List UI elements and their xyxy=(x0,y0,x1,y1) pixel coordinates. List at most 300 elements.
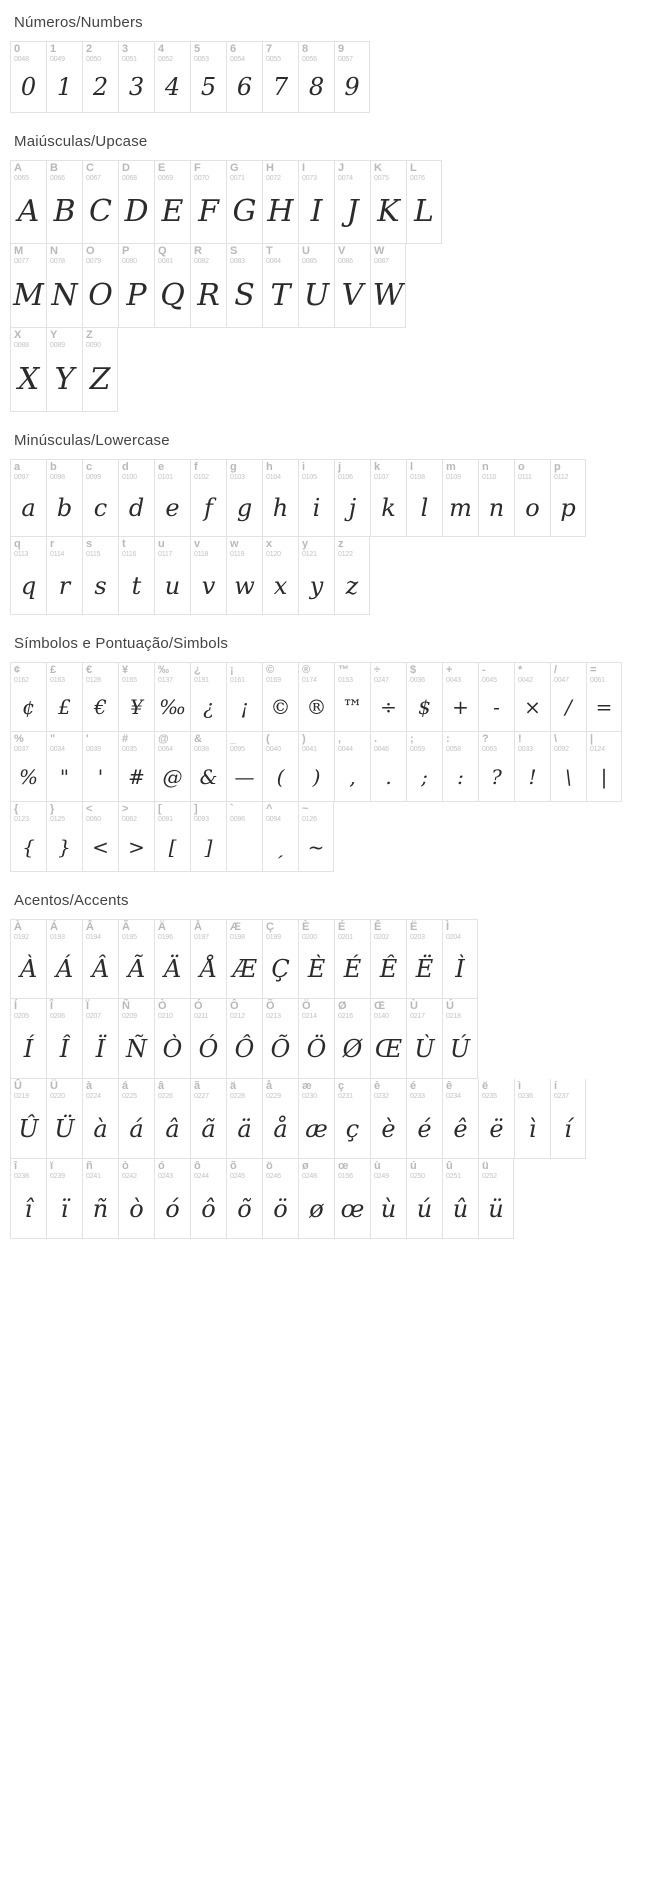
glyph-meta xyxy=(155,161,190,187)
glyph-preview: 4 xyxy=(164,73,181,101)
glyph-cell[interactable] xyxy=(82,662,118,732)
glyph-char-label: ; xyxy=(410,733,414,745)
glyph-char-label: Y xyxy=(50,329,58,341)
glyph-preview: í xyxy=(564,1114,572,1143)
glyph-code-label: 0058 xyxy=(446,746,461,753)
glyph-row xyxy=(0,1159,661,1239)
glyph-cell[interactable] xyxy=(334,999,370,1079)
glyph-preview: s xyxy=(94,571,107,600)
glyph-preview: Õ xyxy=(270,1034,291,1063)
glyph-row-cells xyxy=(0,328,661,412)
glyph-code-label: 0060 xyxy=(86,816,101,823)
glyph-cell[interactable] xyxy=(226,41,262,113)
glyph-char-label: ã xyxy=(194,1080,201,1092)
glyph-cell[interactable] xyxy=(10,919,46,999)
glyph-meta xyxy=(83,732,118,758)
glyph-cell[interactable] xyxy=(10,732,46,802)
glyph-cell[interactable] xyxy=(334,537,370,615)
glyph-cell[interactable] xyxy=(118,999,154,1079)
glyph-code-label: 0128 xyxy=(86,677,101,684)
glyph-meta xyxy=(11,663,46,689)
glyph-cell[interactable] xyxy=(154,1159,190,1239)
glyph-code-label: 0054 xyxy=(230,56,245,63)
glyph-cell[interactable] xyxy=(478,459,514,537)
glyph-preview: ó xyxy=(165,1194,180,1223)
glyph-cell[interactable] xyxy=(82,328,118,412)
glyph-preview: H xyxy=(267,194,294,229)
glyph-cell[interactable] xyxy=(10,1079,46,1159)
glyph-cell[interactable] xyxy=(118,662,154,732)
glyph-preview: k xyxy=(381,494,396,522)
glyph-meta xyxy=(587,663,621,689)
glyph-code-label: 0239 xyxy=(50,1173,65,1180)
glyph-preview: < xyxy=(92,834,109,859)
glyph-char-label: H xyxy=(266,162,274,174)
glyph-cell[interactable] xyxy=(226,1079,262,1159)
glyph-cell[interactable] xyxy=(442,999,478,1079)
glyph-section xyxy=(0,878,661,1239)
glyph-cell[interactable] xyxy=(262,537,298,615)
glyph-code-label: 0123 xyxy=(14,816,29,823)
glyph-code-label: 0243 xyxy=(158,1173,173,1180)
glyph-cell[interactable] xyxy=(154,537,190,615)
glyph-cell[interactable] xyxy=(190,459,226,537)
glyph-cell[interactable] xyxy=(46,999,82,1079)
glyph-cell[interactable] xyxy=(190,1159,226,1239)
glyph-cell[interactable] xyxy=(478,1079,514,1159)
glyph-meta xyxy=(335,161,370,187)
section-title: Acentos/Accents xyxy=(14,892,129,909)
glyph-cell[interactable] xyxy=(478,662,514,732)
glyph-preview: e xyxy=(165,494,180,522)
glyph-meta xyxy=(335,999,370,1025)
glyph-cell[interactable] xyxy=(10,662,46,732)
glyph-cell[interactable] xyxy=(118,1159,154,1239)
glyph-cell[interactable] xyxy=(298,459,334,537)
glyph-cell[interactable] xyxy=(370,459,406,537)
glyph-cell[interactable] xyxy=(154,662,190,732)
glyph-char-label: À xyxy=(14,921,22,933)
glyph-section xyxy=(0,119,661,412)
glyph-code-label: 0216 xyxy=(338,1013,353,1020)
glyph-cell[interactable] xyxy=(190,662,226,732)
glyph-preview: ¥ xyxy=(130,695,143,719)
glyph-cell[interactable] xyxy=(10,999,46,1079)
glyph-cell[interactable] xyxy=(298,802,334,872)
glyph-cell[interactable] xyxy=(46,919,82,999)
glyph-cell[interactable] xyxy=(190,802,226,872)
glyph-cell[interactable] xyxy=(10,537,46,615)
glyph-cell[interactable] xyxy=(82,919,118,999)
glyph-cell[interactable] xyxy=(190,1079,226,1159)
glyph-cell[interactable] xyxy=(118,732,154,802)
glyph-code-label: 0100 xyxy=(122,474,137,481)
glyph-meta xyxy=(371,999,406,1025)
glyph-char-label: i xyxy=(302,461,306,473)
glyph-cell[interactable] xyxy=(478,1159,514,1239)
glyph-meta xyxy=(11,920,46,946)
glyph-cell[interactable] xyxy=(262,160,298,244)
glyph-code-label: 0069 xyxy=(158,175,173,182)
glyph-cell[interactable] xyxy=(10,802,46,872)
glyph-cell[interactable] xyxy=(82,999,118,1079)
glyph-code-label: 0194 xyxy=(86,934,101,941)
glyph-code-label: 0057 xyxy=(338,56,353,63)
glyph-cell[interactable] xyxy=(334,244,370,328)
glyph-code-label: 0165 xyxy=(122,677,137,684)
glyph-preview: @ xyxy=(162,764,183,789)
glyph-code-label: 0218 xyxy=(446,1013,461,1020)
glyph-cell[interactable] xyxy=(190,732,226,802)
glyph-cell[interactable] xyxy=(262,41,298,113)
glyph-meta xyxy=(407,732,442,758)
glyph-code-label: 0162 xyxy=(14,677,29,684)
glyph-cell[interactable] xyxy=(82,1079,118,1159)
glyph-meta xyxy=(407,1079,442,1105)
glyph-cell[interactable] xyxy=(262,919,298,999)
glyph-cell[interactable] xyxy=(298,732,334,802)
glyph-meta xyxy=(227,999,262,1025)
glyph-cell[interactable] xyxy=(334,459,370,537)
glyph-char-label: { xyxy=(14,803,19,815)
glyph-cell[interactable] xyxy=(10,160,46,244)
glyph-cell[interactable] xyxy=(406,1159,442,1239)
glyph-cell[interactable] xyxy=(154,732,190,802)
glyph-cell[interactable] xyxy=(46,328,82,412)
glyph-code-label: 0050 xyxy=(86,56,101,63)
glyph-cell[interactable] xyxy=(82,160,118,244)
glyph-cell[interactable] xyxy=(118,1079,154,1159)
glyph-meta xyxy=(47,999,82,1025)
glyph-char-label: ä xyxy=(230,1080,237,1092)
glyph-preview: ö xyxy=(273,1194,288,1223)
glyph-cell[interactable] xyxy=(10,1159,46,1239)
glyph-cell[interactable] xyxy=(226,459,262,537)
glyph-cell[interactable] xyxy=(406,160,442,244)
glyph-cell[interactable] xyxy=(298,41,334,113)
glyph-preview: 8 xyxy=(308,73,325,101)
glyph-cell[interactable] xyxy=(370,999,406,1079)
glyph-meta xyxy=(263,920,298,946)
glyph-char-label: w xyxy=(230,538,239,550)
glyph-cell[interactable] xyxy=(190,160,226,244)
glyph-meta xyxy=(83,537,118,563)
glyph-char-label: € xyxy=(86,664,93,676)
glyph-cell[interactable] xyxy=(82,244,118,328)
glyph-cell[interactable] xyxy=(262,802,298,872)
glyph-cell[interactable] xyxy=(334,1079,370,1159)
glyph-preview: õ xyxy=(237,1194,252,1223)
glyph-preview: L xyxy=(414,194,434,229)
glyph-cell[interactable] xyxy=(550,732,586,802)
glyph-code-label: 0212 xyxy=(230,1013,245,1020)
glyph-char-label: Ì xyxy=(446,921,450,933)
glyph-preview: Ò xyxy=(162,1034,183,1063)
glyph-cell[interactable] xyxy=(442,1159,478,1239)
glyph-cell[interactable] xyxy=(46,1079,82,1159)
glyph-cell[interactable] xyxy=(406,1079,442,1159)
glyph-cell[interactable] xyxy=(370,244,406,328)
glyph-cell[interactable] xyxy=(442,732,478,802)
glyph-cell[interactable] xyxy=(514,732,550,802)
glyph-cell[interactable] xyxy=(46,662,82,732)
glyph-meta xyxy=(227,802,262,828)
glyph-cell[interactable] xyxy=(82,1159,118,1239)
glyph-meta xyxy=(515,1079,550,1105)
glyph-section xyxy=(0,418,661,615)
glyph-preview: K xyxy=(377,194,400,229)
glyph-preview: î xyxy=(24,1194,33,1223)
glyph-char-label: ò xyxy=(122,1160,129,1172)
glyph-cell[interactable] xyxy=(586,732,622,802)
glyph-meta xyxy=(155,920,190,946)
glyph-cell[interactable] xyxy=(154,160,190,244)
glyph-code-label: 0198 xyxy=(230,934,245,941)
glyph-cell[interactable] xyxy=(298,999,334,1079)
glyph-cell[interactable] xyxy=(334,732,370,802)
glyph-cell[interactable] xyxy=(550,1079,586,1159)
glyph-cell[interactable] xyxy=(370,160,406,244)
glyph-cell[interactable] xyxy=(334,919,370,999)
glyph-cell[interactable] xyxy=(10,328,46,412)
glyph-cell[interactable] xyxy=(118,919,154,999)
glyph-char-label: ó xyxy=(158,1160,165,1172)
glyph-cell[interactable] xyxy=(442,919,478,999)
glyph-char-label: È xyxy=(302,921,310,933)
glyph-meta xyxy=(227,244,262,270)
glyph-char-label: ö xyxy=(266,1160,273,1172)
glyph-cell[interactable] xyxy=(406,662,442,732)
glyph-cell[interactable] xyxy=(262,244,298,328)
glyph-cell[interactable] xyxy=(262,1079,298,1159)
glyph-cell[interactable] xyxy=(298,1079,334,1159)
glyph-meta xyxy=(299,920,334,946)
glyph-preview: T xyxy=(270,277,291,313)
glyph-code-label: 0192 xyxy=(14,934,29,941)
glyph-code-label: 0070 xyxy=(194,175,209,182)
glyph-cell[interactable] xyxy=(190,919,226,999)
glyph-preview: Ø xyxy=(342,1034,363,1063)
glyph-preview: o xyxy=(525,494,540,522)
glyph-row-cells xyxy=(0,41,661,113)
glyph-cell[interactable] xyxy=(190,41,226,113)
glyph-cell[interactable] xyxy=(406,459,442,537)
glyph-cell[interactable] xyxy=(46,537,82,615)
glyph-cell[interactable] xyxy=(262,999,298,1079)
glyph-cell[interactable] xyxy=(406,732,442,802)
glyph-cell[interactable] xyxy=(46,160,82,244)
glyph-cell[interactable] xyxy=(10,41,46,113)
glyph-cell[interactable] xyxy=(226,999,262,1079)
glyph-cell[interactable] xyxy=(226,732,262,802)
glyph-char-label: < xyxy=(86,803,93,815)
glyph-cell[interactable] xyxy=(82,41,118,113)
glyph-row-cells xyxy=(0,459,661,537)
glyph-meta xyxy=(587,732,621,758)
glyph-cell[interactable] xyxy=(226,802,262,872)
glyph-cell[interactable] xyxy=(298,919,334,999)
glyph-cell[interactable] xyxy=(118,459,154,537)
glyph-cell[interactable] xyxy=(190,244,226,328)
glyph-cell[interactable] xyxy=(118,537,154,615)
glyph-cell[interactable] xyxy=(154,459,190,537)
glyph-cell[interactable] xyxy=(262,662,298,732)
glyph-preview: Ú xyxy=(449,1034,471,1063)
glyph-cell[interactable] xyxy=(334,160,370,244)
glyph-cell[interactable] xyxy=(82,537,118,615)
glyph-char-label: ¢ xyxy=(14,664,21,676)
glyph-cell[interactable] xyxy=(226,662,262,732)
glyph-cell[interactable] xyxy=(226,537,262,615)
glyph-char-label: ô xyxy=(194,1160,201,1172)
glyph-char-label: ì xyxy=(518,1080,522,1092)
glyph-preview: > xyxy=(128,834,145,859)
glyph-cell[interactable] xyxy=(478,732,514,802)
glyph-cell[interactable] xyxy=(154,802,190,872)
glyph-meta xyxy=(479,460,514,486)
glyph-code-label: 0229 xyxy=(266,1093,281,1100)
glyph-cell[interactable] xyxy=(298,244,334,328)
glyph-preview: Ï xyxy=(95,1034,106,1063)
glyph-cell[interactable] xyxy=(46,802,82,872)
glyph-char-label: œ xyxy=(338,1160,349,1172)
glyph-meta xyxy=(335,920,370,946)
glyph-code-label: 0204 xyxy=(446,934,461,941)
glyph-meta xyxy=(335,1159,370,1185)
glyph-preview: Ã xyxy=(127,955,146,983)
glyph-char-label: N xyxy=(50,245,58,257)
glyph-preview: € xyxy=(94,695,107,719)
glyph-cell[interactable] xyxy=(118,244,154,328)
glyph-cell[interactable] xyxy=(406,919,442,999)
glyph-cell[interactable] xyxy=(334,1159,370,1239)
glyph-cell[interactable] xyxy=(262,1159,298,1239)
glyph-meta xyxy=(119,999,154,1025)
glyph-preview: È xyxy=(307,955,326,983)
glyph-cell[interactable] xyxy=(154,919,190,999)
glyph-char-label: á xyxy=(122,1080,129,1092)
glyph-preview: v xyxy=(201,571,216,600)
glyph-cell[interactable] xyxy=(46,41,82,113)
glyph-char-label: Â xyxy=(86,921,94,933)
glyph-char-label: O xyxy=(86,245,95,257)
glyph-code-label: 0082 xyxy=(194,258,209,265)
glyph-cell[interactable] xyxy=(550,459,586,537)
glyph-cell[interactable] xyxy=(514,662,550,732)
glyph-char-label: 9 xyxy=(338,43,345,55)
glyph-code-label: 0242 xyxy=(122,1173,137,1180)
glyph-cell[interactable] xyxy=(334,41,370,113)
glyph-preview: Ê xyxy=(379,955,398,983)
glyph-cell[interactable] xyxy=(514,1079,550,1159)
glyph-cell[interactable] xyxy=(298,537,334,615)
glyph-cell[interactable] xyxy=(514,459,550,537)
glyph-cell[interactable] xyxy=(46,244,82,328)
glyph-cell[interactable] xyxy=(370,1159,406,1239)
glyph-cell[interactable] xyxy=(442,662,478,732)
glyph-meta xyxy=(11,732,46,758)
glyph-cell[interactable] xyxy=(118,802,154,872)
glyph-char-label: > xyxy=(122,803,129,815)
glyph-cell[interactable] xyxy=(370,919,406,999)
glyph-meta xyxy=(155,732,190,758)
glyph-cell[interactable] xyxy=(262,732,298,802)
glyph-code-label: 0214 xyxy=(302,1013,317,1020)
glyph-cell[interactable] xyxy=(10,459,46,537)
glyph-code-label: 0209 xyxy=(122,1013,137,1020)
glyph-row xyxy=(0,919,661,999)
glyph-cell[interactable] xyxy=(82,459,118,537)
glyph-char-label: P xyxy=(122,245,130,257)
glyph-preview: 2 xyxy=(92,73,109,101)
glyph-preview: ¡ xyxy=(240,695,249,719)
glyph-cell[interactable] xyxy=(46,732,82,802)
glyph-cell[interactable] xyxy=(298,160,334,244)
glyph-cell[interactable] xyxy=(298,1159,334,1239)
glyph-cell[interactable] xyxy=(262,459,298,537)
glyph-cell[interactable] xyxy=(586,662,622,732)
glyph-preview: M xyxy=(13,277,44,313)
glyph-cell[interactable] xyxy=(82,802,118,872)
glyph-cell[interactable] xyxy=(406,999,442,1079)
section-title: Minúsculas/Lowercase xyxy=(14,432,170,449)
glyph-cell[interactable] xyxy=(154,244,190,328)
glyph-row-cells xyxy=(0,662,661,732)
glyph-char-label: + xyxy=(446,664,453,676)
glyph-cell[interactable] xyxy=(370,662,406,732)
glyph-cell[interactable] xyxy=(226,1159,262,1239)
glyph-meta xyxy=(407,1159,442,1185)
glyph-char-label: ® xyxy=(302,664,311,676)
glyph-cell[interactable] xyxy=(370,732,406,802)
glyph-cell[interactable] xyxy=(46,459,82,537)
glyph-cell[interactable] xyxy=(334,662,370,732)
glyph-char-label: ¥ xyxy=(122,664,129,676)
glyph-code-label: 0211 xyxy=(194,1013,209,1020)
glyph-cell[interactable] xyxy=(46,1159,82,1239)
glyph-cell[interactable] xyxy=(442,459,478,537)
glyph-cell[interactable] xyxy=(190,537,226,615)
glyph-cell[interactable] xyxy=(226,244,262,328)
glyph-code-label: 0062 xyxy=(122,816,137,823)
glyph-code-label: 0088 xyxy=(14,342,29,349)
glyph-cell[interactable] xyxy=(370,1079,406,1159)
glyph-cell[interactable] xyxy=(442,1079,478,1159)
glyph-char-label: n xyxy=(482,461,489,473)
glyph-char-label: â xyxy=(158,1080,165,1092)
glyph-cell[interactable] xyxy=(82,732,118,802)
glyph-cell[interactable] xyxy=(226,919,262,999)
glyph-cell[interactable] xyxy=(550,662,586,732)
glyph-code-label: 0073 xyxy=(302,175,317,182)
glyph-preview: F xyxy=(198,194,219,229)
glyph-cell[interactable] xyxy=(118,41,154,113)
glyph-meta xyxy=(83,1079,118,1105)
glyph-cell[interactable] xyxy=(154,41,190,113)
glyph-code-label: 0052 xyxy=(158,56,173,63)
glyph-cell[interactable] xyxy=(298,662,334,732)
glyph-cell[interactable] xyxy=(190,999,226,1079)
glyph-code-label: 0241 xyxy=(86,1173,101,1180)
glyph-code-label: 0195 xyxy=(122,934,137,941)
glyph-cell[interactable] xyxy=(154,999,190,1079)
glyph-cell[interactable] xyxy=(10,244,46,328)
glyph-cell[interactable] xyxy=(118,160,154,244)
glyph-row xyxy=(0,459,661,537)
glyph-preview: , xyxy=(349,764,356,789)
glyph-cell[interactable] xyxy=(154,1079,190,1159)
glyph-cell[interactable] xyxy=(226,160,262,244)
